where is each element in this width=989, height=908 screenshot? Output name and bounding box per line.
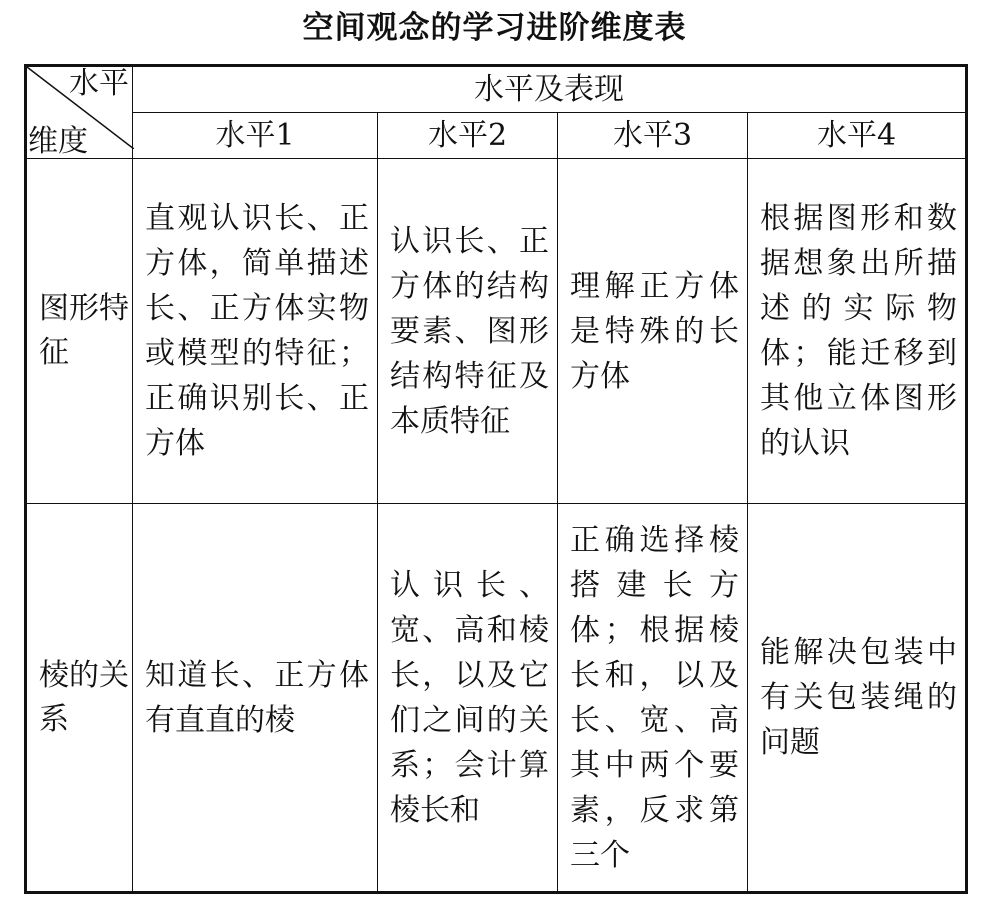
corner-label-level: 水平: [69, 66, 129, 101]
cell-shape-level-2: 认识长、正方体的结构要素、图形结构特征及本质特征: [378, 159, 558, 504]
learning-progression-table: [24, 64, 965, 880]
dimension-edge-relations: 棱的关系: [26, 504, 133, 893]
cell-shape-level-3: 理解正方体是特殊的长方体: [558, 159, 748, 504]
corner-label-dimension: 维度: [28, 124, 88, 159]
cell-edge-level-2: 认识长、宽、高和棱长，以及它们之间的关系；会计算棱长和: [378, 504, 558, 893]
table-row-shape-features: [26, 159, 967, 504]
level-header-2: 水平2: [378, 113, 558, 159]
cell-edge-level-1: 知道长、正方体有直直的棱: [133, 504, 378, 893]
table-row-edge-relations: [26, 504, 967, 893]
cell-edge-level-3: 正确选择棱搭建长方体；根据棱长和，以及长、宽、高其中两个要素，反求第三个: [558, 504, 748, 893]
dimension-shape-features: 图形特征: [26, 159, 133, 504]
table-title: 空间观念的学习进阶维度表: [302, 10, 687, 46]
header-row-levels: [26, 113, 967, 159]
cell-shape-level-1: 直观认识长、正方体，简单描述长、正方体实物或模型的特征；正确识别长、正方体: [133, 159, 378, 504]
header-row-top: [26, 66, 967, 113]
level-performance-header: 水平及表现: [133, 66, 967, 113]
level-header-4: 水平4: [748, 113, 967, 159]
corner-header-cell: [26, 66, 133, 159]
cell-edge-level-4: 能解决包装中有关包装绳的问题: [748, 504, 967, 893]
cell-shape-level-4: 根据图形和数据想象出所描述的实际物体；能迁移到其他立体图形的认识: [748, 159, 967, 504]
level-header-3: 水平3: [558, 113, 748, 159]
level-header-1: 水平1: [133, 113, 378, 159]
